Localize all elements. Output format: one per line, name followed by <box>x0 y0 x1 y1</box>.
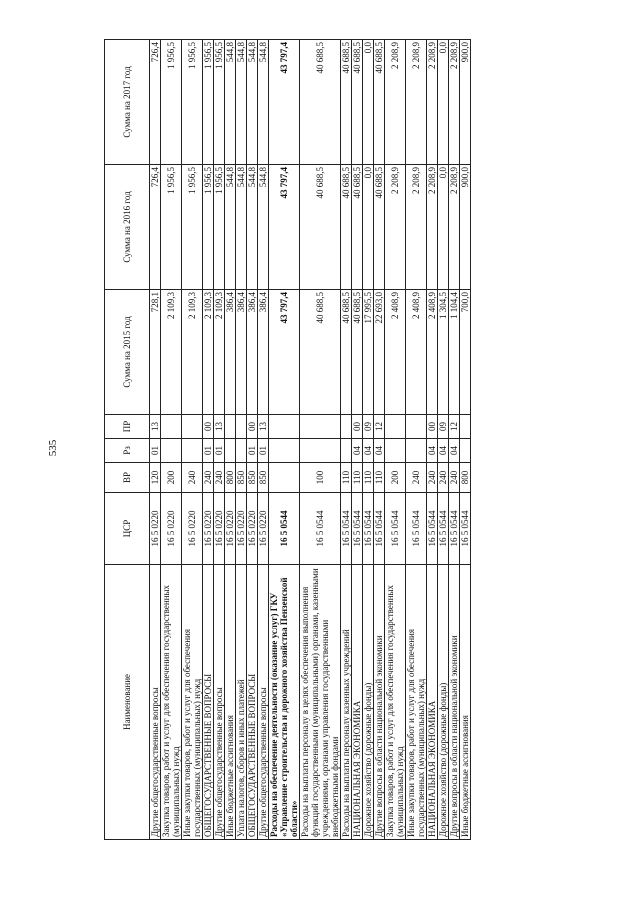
cell-csr: 16 5 0544 <box>374 493 385 565</box>
cell-pr: 00 <box>203 415 214 439</box>
table-row <box>352 40 363 840</box>
cell-sum-2016: 544,8 <box>225 165 236 290</box>
cell-sum-2015: 700,0 <box>460 290 471 415</box>
cell-csr: 16 5 0544 <box>341 493 352 565</box>
cell-vr: 850 <box>258 463 269 493</box>
cell-sum-2016: 544,8 <box>258 165 269 290</box>
cell-vr: 200 <box>385 463 406 493</box>
cell-sum-2016: 900,0 <box>460 165 471 290</box>
cell-sum-2016: 544,8 <box>247 165 258 290</box>
cell-csr: 16 5 0220 <box>258 493 269 565</box>
cell-sum-2017: 2 208,9 <box>406 40 427 165</box>
header-sum-2015: Сумма на 2015 год <box>105 290 150 415</box>
cell-pr: 12 <box>449 415 460 439</box>
header-pr: ПР <box>105 415 150 439</box>
cell-vr: 240 <box>214 463 225 493</box>
cell-rz <box>406 439 427 463</box>
cell-sum-2016: 2 208,9 <box>406 165 427 290</box>
header-name: Наименование <box>105 565 150 840</box>
cell-pr: 13 <box>258 415 269 439</box>
cell-sum-2016: 1 956,5 <box>182 165 203 290</box>
cell-csr: 16 5 0544 <box>385 493 406 565</box>
table-header-row <box>105 40 150 840</box>
page-number: 535 <box>47 439 59 457</box>
table-row <box>341 40 352 840</box>
table-row <box>460 40 471 840</box>
cell-vr: 240 <box>438 463 449 493</box>
cell-sum-2016: 40 688,5 <box>374 165 385 290</box>
cell-rz <box>236 439 247 463</box>
cell-vr: 110 <box>363 463 374 493</box>
cell-name: Расходы на обеспечение деятельности (оказание услуг) ГКУ «Управление строительства и дорожного хозяйства Пензенской области» <box>269 565 300 840</box>
cell-sum-2016: 1 956,5 <box>161 165 182 290</box>
cell-name: Дорожное хозяйство (дорожные фонды) <box>438 565 449 840</box>
cell-rz <box>460 439 471 463</box>
cell-rz: 04 <box>427 439 438 463</box>
cell-pr <box>300 415 341 439</box>
cell-name: Закупка товаров, работ и услуг для обеспечения государственных (муниципальных) нужд <box>161 565 182 840</box>
cell-sum-2017: 1 956,5 <box>182 40 203 165</box>
cell-csr: 16 5 0544 <box>363 493 374 565</box>
cell-sum-2016: 1 956,5 <box>214 165 225 290</box>
cell-sum-2017: 544,8 <box>225 40 236 165</box>
cell-sum-2015: 40 688,5 <box>352 290 363 415</box>
cell-pr: 13 <box>150 415 161 439</box>
cell-name: Другие общегосударственные вопросы <box>258 565 269 840</box>
cell-csr: 16 5 0544 <box>406 493 427 565</box>
cell-rz: 01 <box>150 439 161 463</box>
cell-pr <box>406 415 427 439</box>
cell-name: Другие общегосударственные вопросы <box>214 565 225 840</box>
cell-name: Другие вопросы в области национальной экономики <box>374 565 385 840</box>
cell-sum-2016: 726,4 <box>150 165 161 290</box>
cell-sum-2017: 2 208,9 <box>427 40 438 165</box>
table-row <box>363 40 374 840</box>
cell-csr: 16 5 0544 <box>460 493 471 565</box>
cell-pr: 00 <box>352 415 363 439</box>
cell-sum-2015: 386,4 <box>236 290 247 415</box>
cell-pr <box>225 415 236 439</box>
table-row <box>161 40 182 840</box>
cell-sum-2017: 1 956,5 <box>214 40 225 165</box>
cell-pr <box>385 415 406 439</box>
cell-sum-2015: 2 408,9 <box>406 290 427 415</box>
cell-name: Уплата налогов, сборов и иных платежей <box>236 565 247 840</box>
cell-sum-2016: 43 797,4 <box>269 165 300 290</box>
cell-sum-2015: 22 693,0 <box>374 290 385 415</box>
cell-csr: 16 5 0220 <box>214 493 225 565</box>
cell-sum-2017: 0,0 <box>438 40 449 165</box>
cell-csr: 16 5 0544 <box>352 493 363 565</box>
cell-vr: 240 <box>203 463 214 493</box>
cell-rz: 04 <box>363 439 374 463</box>
cell-sum-2015: 43 797,4 <box>269 290 300 415</box>
cell-vr: 850 <box>247 463 258 493</box>
cell-sum-2017: 900,0 <box>460 40 471 165</box>
cell-vr: 800 <box>225 463 236 493</box>
cell-csr: 16 5 0220 <box>182 493 203 565</box>
cell-sum-2017: 726,4 <box>150 40 161 165</box>
cell-pr: 09 <box>363 415 374 439</box>
cell-sum-2016: 2 208,9 <box>427 165 438 290</box>
cell-sum-2017: 43 797,4 <box>269 40 300 165</box>
cell-name: Иные бюджетные ассигнования <box>460 565 471 840</box>
cell-sum-2015: 728,1 <box>150 290 161 415</box>
cell-rz <box>161 439 182 463</box>
cell-sum-2015: 40 688,5 <box>341 290 352 415</box>
cell-vr: 110 <box>352 463 363 493</box>
cell-csr: 16 5 0544 <box>300 493 341 565</box>
cell-csr: 16 5 0220 <box>161 493 182 565</box>
cell-vr: 240 <box>449 463 460 493</box>
cell-pr: 00 <box>427 415 438 439</box>
cell-sum-2016: 40 688,5 <box>300 165 341 290</box>
cell-pr <box>460 415 471 439</box>
cell-name: Расходы на выплаты персоналу в целях обеспечения выполнения функций государственными (муниципальными) органами, казенными учреждениями, органами управления государственными внебюджетными фондами <box>300 565 341 840</box>
cell-name: Другие общегосударственные вопросы <box>150 565 161 840</box>
cell-rz: 01 <box>258 439 269 463</box>
cell-sum-2017: 2 208,9 <box>449 40 460 165</box>
header-rz: Рз <box>105 439 150 463</box>
cell-sum-2015: 386,4 <box>225 290 236 415</box>
table-row <box>385 40 406 840</box>
table-row <box>438 40 449 840</box>
table-row <box>247 40 258 840</box>
cell-vr: 100 <box>300 463 341 493</box>
cell-rz: 04 <box>374 439 385 463</box>
cell-name: Иные закупки товаров, работ и услуг для обеспечения государственных (муниципальных) нужд <box>406 565 427 840</box>
cell-name: ОБЩЕГОСУДАРСТВЕННЫЕ ВОПРОСЫ <box>247 565 258 840</box>
cell-sum-2017: 1 956,5 <box>203 40 214 165</box>
cell-sum-2015: 386,4 <box>258 290 269 415</box>
cell-name: Другие вопросы в области национальной экономики <box>449 565 460 840</box>
budget-table-container <box>104 40 564 840</box>
cell-sum-2017: 40 688,5 <box>352 40 363 165</box>
table-row <box>258 40 269 840</box>
cell-name: ОБЩЕГОСУДАРСТВЕННЫЕ ВОПРОСЫ <box>203 565 214 840</box>
table-row <box>203 40 214 840</box>
cell-csr: 16 5 0220 <box>247 493 258 565</box>
table-body <box>150 40 471 840</box>
cell-rz: 04 <box>352 439 363 463</box>
cell-rz <box>269 439 300 463</box>
cell-sum-2015: 2 408,9 <box>427 290 438 415</box>
cell-sum-2015: 1 304,5 <box>438 290 449 415</box>
cell-csr: 16 5 0220 <box>203 493 214 565</box>
cell-rz <box>341 439 352 463</box>
budget-table <box>104 39 471 840</box>
cell-rz <box>225 439 236 463</box>
cell-sum-2016: 2 208,9 <box>385 165 406 290</box>
cell-vr <box>269 463 300 493</box>
table-row <box>269 40 300 840</box>
cell-pr <box>236 415 247 439</box>
cell-vr: 850 <box>236 463 247 493</box>
header-sum-2017: Сумма на 2017 год <box>105 40 150 165</box>
cell-sum-2016: 1 956,5 <box>203 165 214 290</box>
cell-sum-2015: 40 688,5 <box>300 290 341 415</box>
cell-name: Иные бюджетные ассигнования <box>225 565 236 840</box>
cell-sum-2016: 40 688,5 <box>352 165 363 290</box>
table-row <box>182 40 203 840</box>
cell-vr: 110 <box>341 463 352 493</box>
cell-sum-2016: 0,0 <box>438 165 449 290</box>
cell-rz: 01 <box>214 439 225 463</box>
cell-sum-2017: 544,8 <box>236 40 247 165</box>
cell-sum-2015: 2 109,3 <box>161 290 182 415</box>
table-row <box>300 40 341 840</box>
cell-sum-2015: 2 109,3 <box>214 290 225 415</box>
cell-csr: 16 5 0220 <box>225 493 236 565</box>
cell-rz <box>182 439 203 463</box>
cell-csr: 16 5 0544 <box>427 493 438 565</box>
cell-name: НАЦИОНАЛЬНАЯ ЭКОНОМИКА <box>427 565 438 840</box>
cell-sum-2017: 2 208,9 <box>385 40 406 165</box>
cell-sum-2017: 40 688,5 <box>300 40 341 165</box>
cell-rz: 04 <box>438 439 449 463</box>
cell-pr: 09 <box>438 415 449 439</box>
cell-sum-2017: 0,0 <box>363 40 374 165</box>
cell-rz <box>385 439 406 463</box>
cell-sum-2015: 2 109,3 <box>182 290 203 415</box>
cell-name: Иные закупки товаров, работ и услуг для обеспечения государственных (муниципальных) нужд <box>182 565 203 840</box>
cell-csr: 16 5 0544 <box>449 493 460 565</box>
cell-vr: 200 <box>161 463 182 493</box>
cell-rz <box>300 439 341 463</box>
cell-pr <box>161 415 182 439</box>
cell-pr <box>341 415 352 439</box>
cell-sum-2017: 40 688,5 <box>341 40 352 165</box>
table-row <box>214 40 225 840</box>
cell-sum-2016: 40 688,5 <box>341 165 352 290</box>
cell-sum-2017: 544,8 <box>258 40 269 165</box>
cell-sum-2015: 2 408,9 <box>385 290 406 415</box>
cell-csr: 16 5 0544 <box>269 493 300 565</box>
cell-rz: 01 <box>203 439 214 463</box>
cell-sum-2016: 2 208,9 <box>449 165 460 290</box>
table-row <box>449 40 460 840</box>
table-row <box>374 40 385 840</box>
cell-name: Закупка товаров, работ и услуг для обеспечения государственных (муниципальных) нужд <box>385 565 406 840</box>
table-row <box>427 40 438 840</box>
cell-sum-2015: 386,4 <box>247 290 258 415</box>
cell-sum-2016: 544,8 <box>236 165 247 290</box>
cell-sum-2017: 544,8 <box>247 40 258 165</box>
table-row <box>236 40 247 840</box>
cell-pr: 00 <box>247 415 258 439</box>
table-row <box>150 40 161 840</box>
cell-csr: 16 5 0220 <box>236 493 247 565</box>
cell-vr: 240 <box>182 463 203 493</box>
cell-vr: 110 <box>374 463 385 493</box>
table-row <box>406 40 427 840</box>
cell-rz: 04 <box>449 439 460 463</box>
cell-name: Расходы на выплаты персоналу казенных учреждений <box>341 565 352 840</box>
cell-rz: 01 <box>247 439 258 463</box>
cell-vr: 240 <box>406 463 427 493</box>
cell-pr: 12 <box>374 415 385 439</box>
cell-vr: 120 <box>150 463 161 493</box>
cell-sum-2016: 0,0 <box>363 165 374 290</box>
cell-sum-2015: 2 109,3 <box>203 290 214 415</box>
cell-name: НАЦИОНАЛЬНАЯ ЭКОНОМИКА <box>352 565 363 840</box>
cell-pr <box>269 415 300 439</box>
cell-sum-2015: 17 995,5 <box>363 290 374 415</box>
table-row <box>225 40 236 840</box>
cell-csr: 16 5 0544 <box>438 493 449 565</box>
cell-name: Дорожное хозяйство (дорожные фонды) <box>363 565 374 840</box>
header-vr: ВР <box>105 463 150 493</box>
cell-vr: 800 <box>460 463 471 493</box>
cell-vr: 240 <box>427 463 438 493</box>
cell-pr: 13 <box>214 415 225 439</box>
cell-sum-2017: 1 956,5 <box>161 40 182 165</box>
header-csr: ЦСР <box>105 493 150 565</box>
cell-sum-2017: 40 688,5 <box>374 40 385 165</box>
cell-pr <box>182 415 203 439</box>
cell-sum-2015: 1 104,4 <box>449 290 460 415</box>
cell-csr: 16 5 0220 <box>150 493 161 565</box>
header-sum-2016: Сумма на 2016 год <box>105 165 150 290</box>
